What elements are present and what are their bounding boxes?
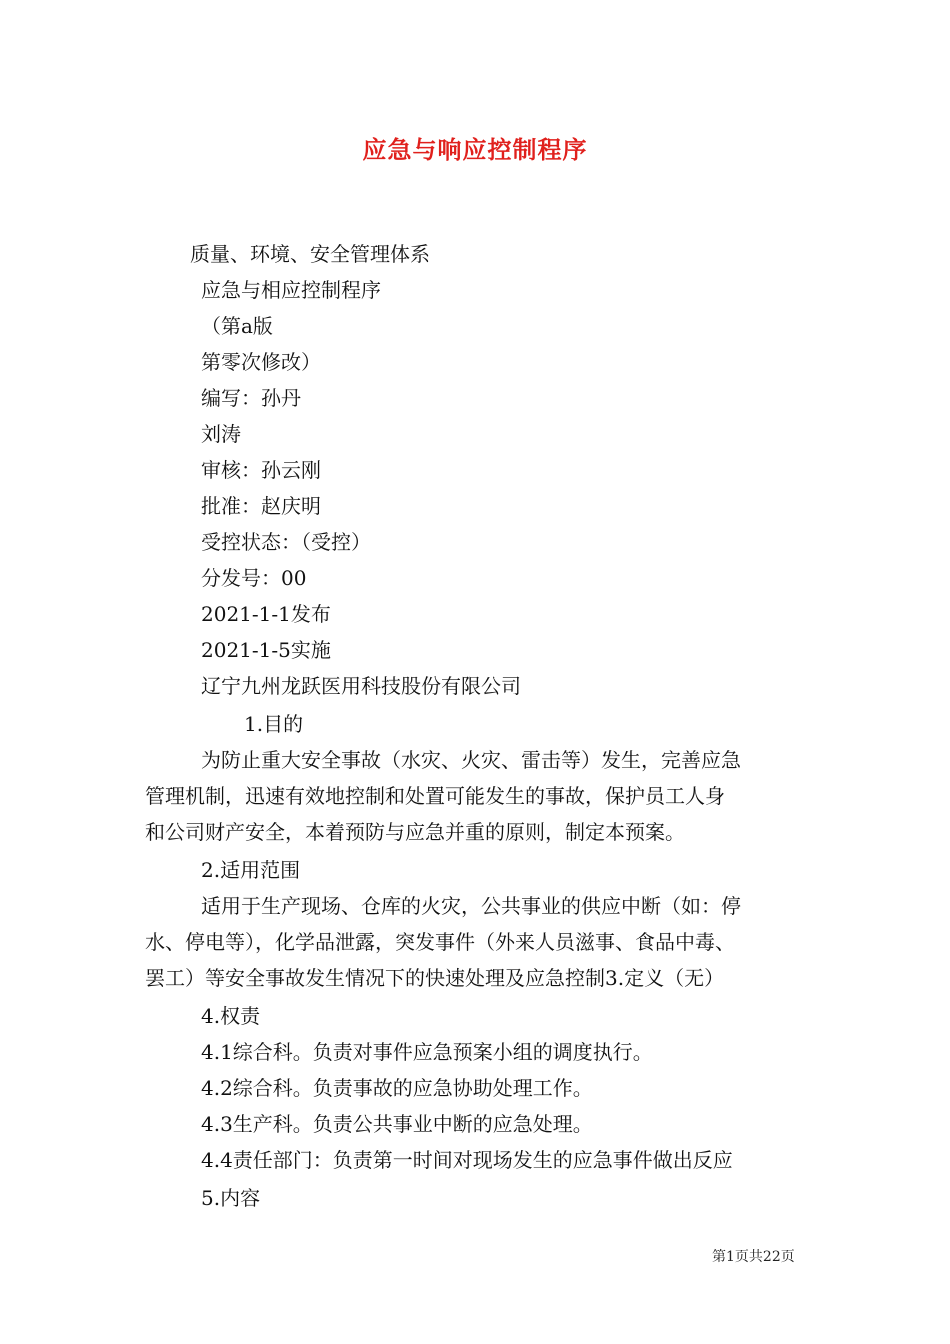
section-1-heading: 1.目的 xyxy=(244,712,304,736)
author-field: 编写：孙丹 xyxy=(201,386,301,410)
section-4-heading: 4.权责 xyxy=(201,1004,261,1028)
section-1-paragraph-line: 管理机制，迅速有效地控制和处置可能发生的事故，保护员工人身 xyxy=(145,784,725,808)
effective-date-field: 2021-1-5实施 xyxy=(201,638,331,662)
section-2-paragraph-line: 罢工）等安全事故发生情况下的快速处理及应急控制3.定义（无） xyxy=(145,966,725,990)
document-title: 应急与响应控制程序 xyxy=(362,135,588,164)
revision-label: 第零次修改） xyxy=(201,350,321,374)
approver-field: 批准：赵庆明 xyxy=(201,494,321,518)
coauthor-field: 刘涛 xyxy=(201,422,241,446)
responsibility-item: 4.2综合科。负责事故的应急协助处理工作。 xyxy=(201,1076,593,1100)
release-date-field: 2021-1-1发布 xyxy=(201,602,331,626)
distribution-number-field: 分发号：00 xyxy=(201,566,307,590)
section-1-paragraph-line: 为防止重大安全事故（水灾、火灾、雷击等）发生，完善应急 xyxy=(201,748,741,772)
responsibility-item: 4.4责任部门：负责第一时间对现场发生的应急事件做出反应 xyxy=(201,1148,733,1172)
responsibility-item: 4.1综合科。负责对事件应急预案小组的调度执行。 xyxy=(201,1040,653,1064)
control-status-field: 受控状态：（受控） xyxy=(201,530,371,554)
reviewer-field: 审核：孙云刚 xyxy=(201,458,321,482)
management-system-label: 质量、环境、安全管理体系 xyxy=(190,242,430,266)
responsibility-item: 4.3生产科。负责公共事业中断的应急处理。 xyxy=(201,1112,593,1136)
page-number: 第1页共22页 xyxy=(712,1249,795,1265)
section-5-heading: 5.内容 xyxy=(201,1186,261,1210)
program-name: 应急与相应控制程序 xyxy=(201,278,381,302)
company-name: 辽宁九州龙跃医用科技股份有限公司 xyxy=(201,674,521,698)
section-2-paragraph-line: 适用于生产现场、仓库的火灾，公共事业的供应中断（如：停 xyxy=(201,894,741,918)
section-2-paragraph-line: 水、停电等），化学品泄露，突发事件（外来人员滋事、食品中毒、 xyxy=(145,930,735,954)
section-1-paragraph-line: 和公司财产安全，本着预防与应急并重的原则，制定本预案。 xyxy=(145,820,685,844)
section-2-heading: 2.适用范围 xyxy=(201,858,301,882)
edition-label: （第a版 xyxy=(201,314,273,338)
